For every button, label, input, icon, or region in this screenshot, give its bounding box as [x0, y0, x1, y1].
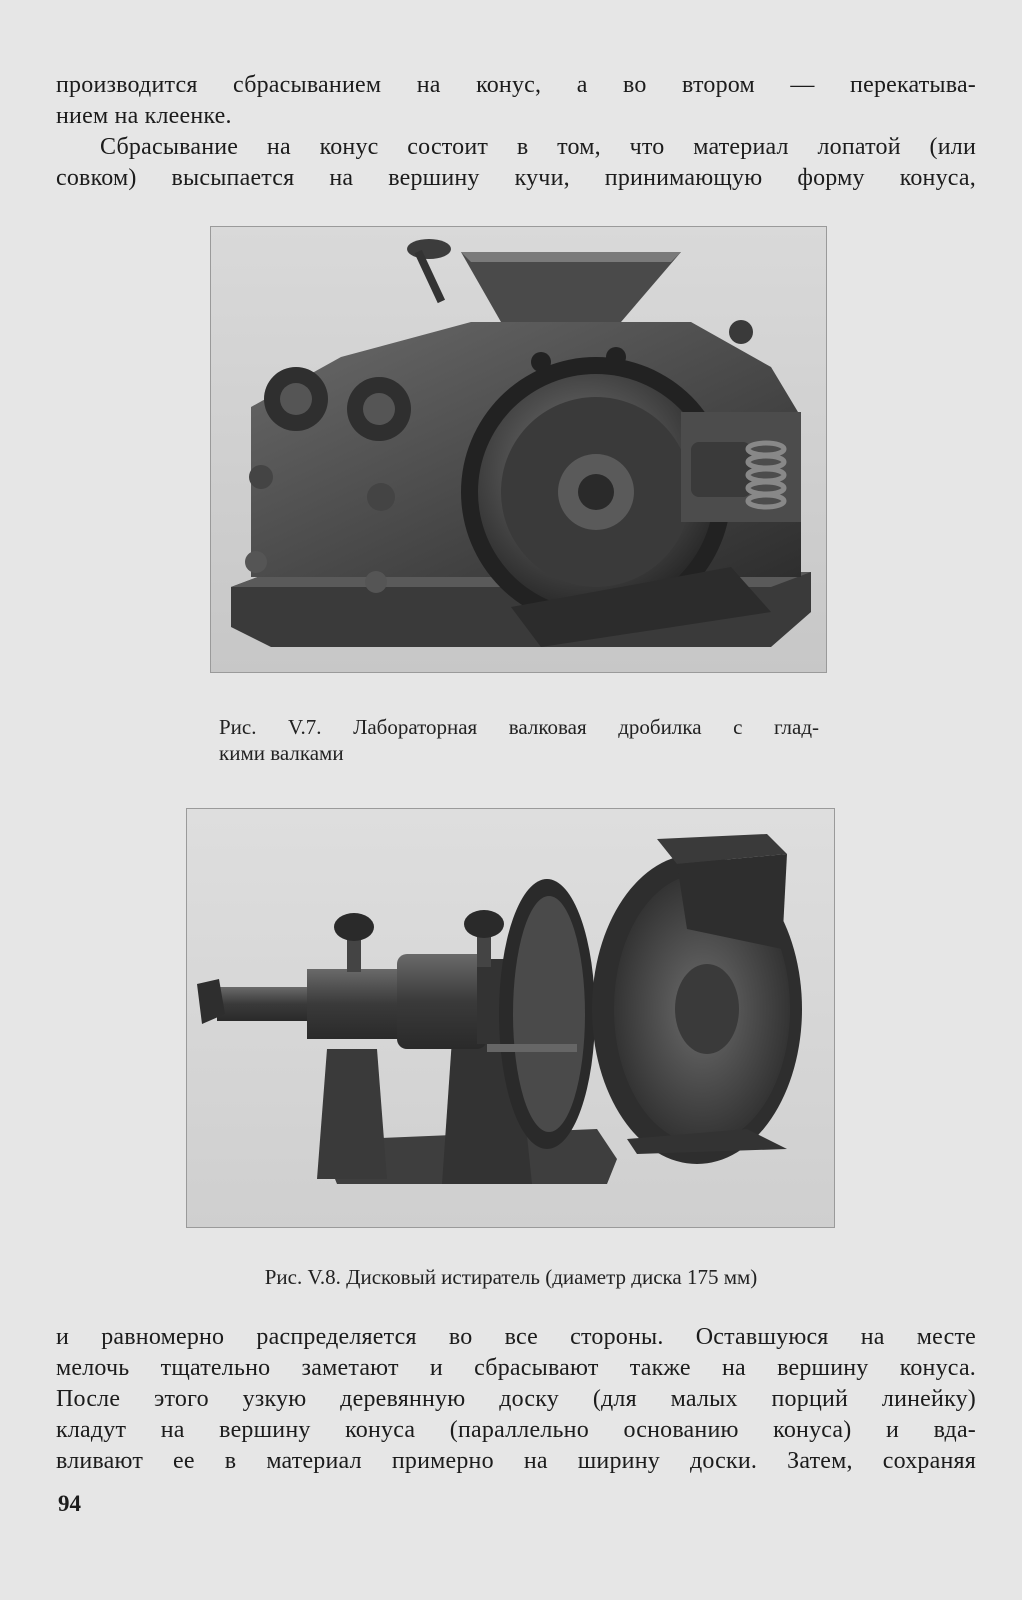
paragraph-continuation	[56, 70, 976, 132]
text-line: кладут на вершину конуса (параллельно основанию конуса) и вда-	[56, 1417, 976, 1443]
roller-crusher-illustration	[211, 227, 826, 672]
figure-disc-grinder	[186, 808, 835, 1228]
text-line: После этого узкую деревянную доску (для малых порций линейку)	[56, 1386, 976, 1412]
paragraph-cone	[56, 132, 976, 194]
disc-grinder-illustration	[187, 809, 834, 1227]
figure1-caption	[219, 714, 819, 766]
text-line: мелочь тщательно заметают и сбрасывают также на вершину конуса.	[56, 1355, 976, 1381]
text-line: нием на клеенке.	[56, 103, 232, 129]
text-line: производится сбрасыванием на конус, а во втором — перекатыва-	[56, 72, 976, 98]
caption-line: кими валками	[219, 741, 344, 765]
caption-line: Рис. V.7. Лабораторная валковая дробилка с глад-	[219, 715, 819, 739]
top-text-block	[56, 70, 976, 194]
bottom-text-block	[56, 1322, 976, 1477]
text-line: Сбрасывание на конус состоит в том, что материал лопатой (или	[100, 134, 976, 160]
page-number: 94	[58, 1491, 81, 1516]
text-line: и равномерно распределяется во все стороны. Оставшуюся на месте	[56, 1324, 976, 1350]
figure2-caption: Рис. V.8. Дисковый истиратель (диаметр диска 175 мм)	[264, 1265, 758, 1289]
paragraph-distribution	[56, 1322, 976, 1477]
text-line: совком) высыпается на вершину кучи, принимающую форму конуса,	[56, 165, 976, 191]
text-line: вливают ее в материал примерно на ширину доски. Затем, сохраняя	[56, 1448, 976, 1474]
figure-roller-crusher	[210, 226, 827, 673]
